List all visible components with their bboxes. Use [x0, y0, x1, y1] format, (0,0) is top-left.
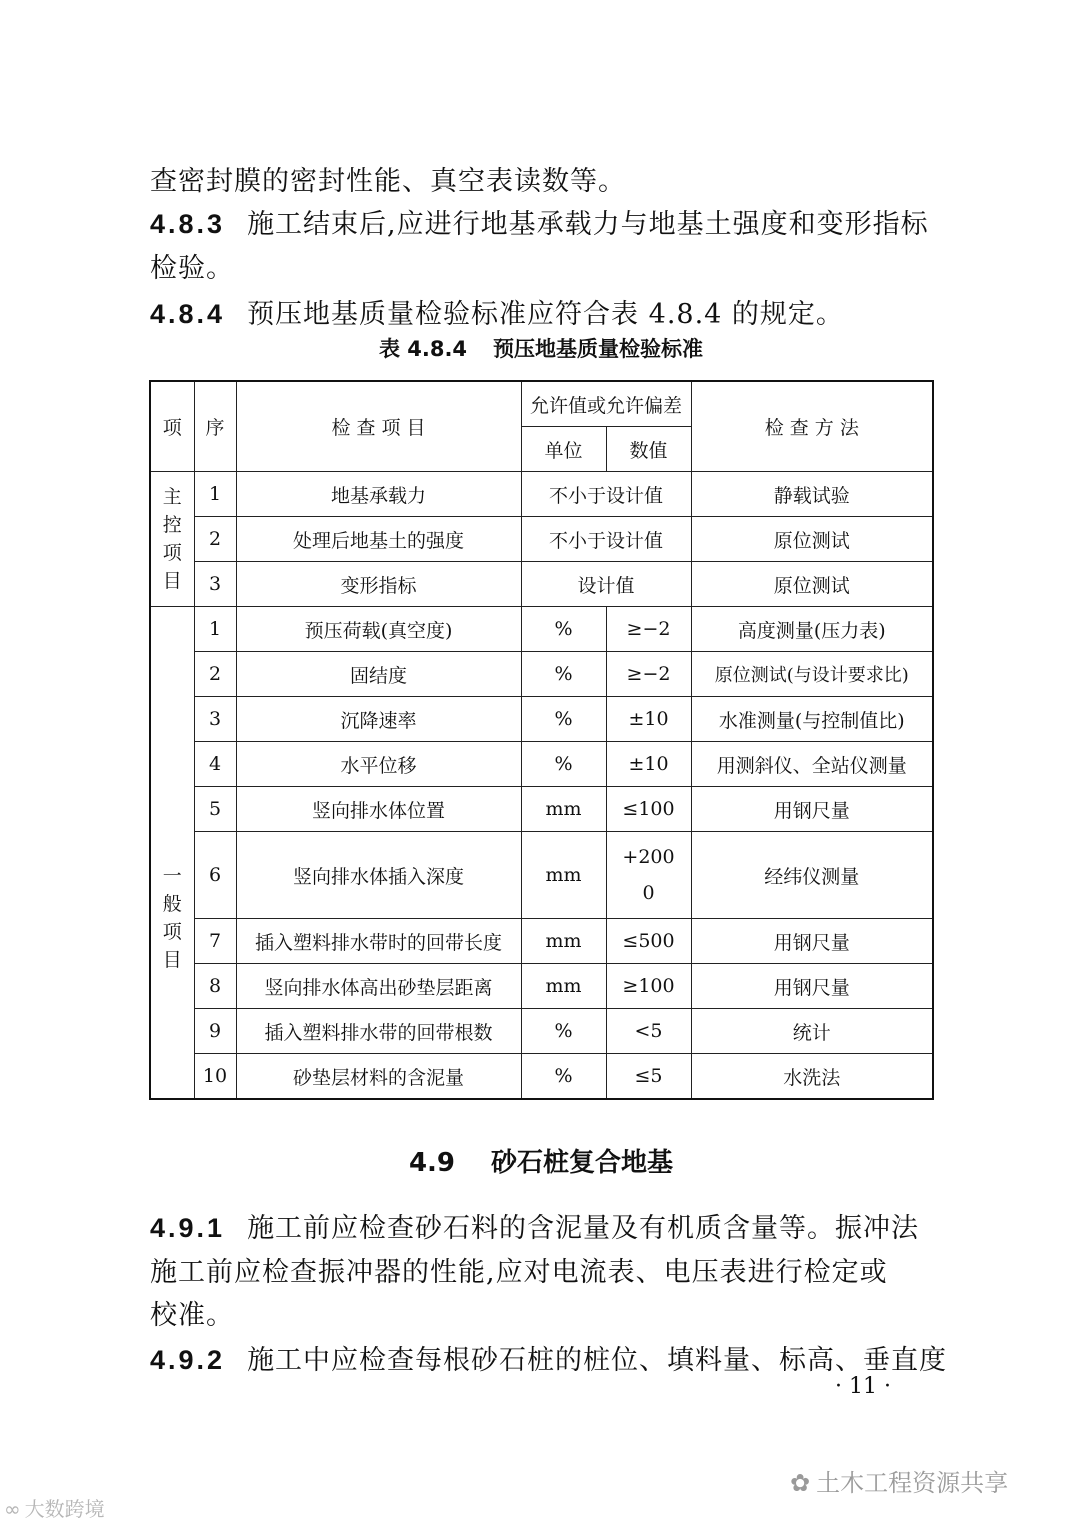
- header-method: 检 查 方 法: [691, 381, 933, 472]
- row-method: 用测斜仪、全站仪测量: [691, 742, 933, 787]
- row-method: 原位测试: [691, 517, 933, 562]
- text-line: 施工前应检查振冲器的性能,应对电流表、电压表进行检定或: [150, 1257, 888, 1288]
- row-no: 4: [194, 742, 236, 787]
- clause-text: 施工结束后,应进行地基承载力与地基土强度和变形指标: [247, 209, 929, 240]
- row-allow: 不小于设计值: [521, 517, 691, 562]
- header-xiang: 项: [150, 381, 194, 472]
- table-row: [150, 652, 933, 697]
- header-item: 检 查 项 目: [236, 381, 521, 472]
- row-item: 沉降速率: [236, 697, 521, 742]
- table-row: [150, 607, 933, 652]
- logo-icon: ∞: [4, 1497, 21, 1521]
- row-method: 用钢尺量: [691, 919, 933, 964]
- row-item: 地基承载力: [236, 472, 521, 517]
- row-value: ±10: [606, 742, 691, 787]
- row-allow: 设计值: [521, 562, 691, 607]
- section-title: 砂石桩复合地基: [491, 1148, 674, 1178]
- clause-number: 4.8.3: [150, 209, 226, 239]
- value-lower: 0: [642, 882, 655, 904]
- row-no: 3: [194, 697, 236, 742]
- row-method: 经纬仪测量: [691, 832, 933, 919]
- row-item: 砂垫层材料的含泥量: [236, 1054, 521, 1100]
- row-item: 固结度: [236, 652, 521, 697]
- row-value: ≥−2: [606, 652, 691, 697]
- row-item: 处理后地基土的强度: [236, 517, 521, 562]
- row-item: 预压荷载(真空度): [236, 607, 521, 652]
- row-allow: 不小于设计值: [521, 472, 691, 517]
- row-unit: %: [521, 607, 606, 652]
- row-unit: %: [521, 697, 606, 742]
- row-value: ≥100: [606, 964, 691, 1009]
- watermark-left: [4, 1493, 105, 1522]
- table-row: [150, 1054, 933, 1100]
- row-no: 3: [194, 562, 236, 607]
- row-no: 2: [194, 517, 236, 562]
- table-row: [150, 742, 933, 787]
- row-method: 水洗法: [691, 1054, 933, 1100]
- watermark-right-text: 土木工程资源共享: [816, 1469, 1009, 1497]
- row-no: 7: [194, 919, 236, 964]
- row-value: ≤100: [606, 787, 691, 832]
- row-unit: mm: [521, 787, 606, 832]
- row-value: ±10: [606, 697, 691, 742]
- row-method: 原位测试(与设计要求比): [691, 652, 933, 697]
- clause-text: 预压地基质量检验标准应符合表 4.8.4 的规定。: [247, 299, 844, 330]
- row-no: 2: [194, 652, 236, 697]
- row-unit: %: [521, 1009, 606, 1054]
- row-no: 6: [194, 832, 236, 919]
- wechat-icon: ✿: [790, 1469, 811, 1497]
- table-row: [150, 832, 933, 919]
- row-item: 竖向排水体位置: [236, 787, 521, 832]
- row-value: <5: [606, 1009, 691, 1054]
- row-method: 用钢尺量: [691, 964, 933, 1009]
- row-method: 水准测量(与控制值比): [691, 697, 933, 742]
- clause-number: 4.9.1: [150, 1213, 226, 1243]
- header-xu: 序: [194, 381, 236, 472]
- group-main: 主控项目: [150, 472, 194, 607]
- watermark-left-text: 大数跨境: [24, 1497, 105, 1521]
- clause-4-9-2: [150, 1336, 948, 1385]
- header-value: 数值: [606, 427, 691, 472]
- row-value: ≤5: [606, 1054, 691, 1100]
- row-unit: mm: [521, 964, 606, 1009]
- row-item: 竖向排水体高出砂垫层距离: [236, 964, 521, 1009]
- watermark-right: [790, 1463, 1008, 1498]
- page-number: · 11 ·: [835, 1374, 891, 1399]
- header-allow: 允许值或允许偏差: [521, 381, 691, 427]
- clause-4-8-4: [150, 290, 940, 339]
- section-number: 4.9: [408, 1148, 456, 1178]
- clause-4-9-1: [150, 1204, 940, 1253]
- row-method: 静载试验: [691, 472, 933, 517]
- text-line: 查密封膜的密封性能、真空表读数等。: [150, 166, 626, 197]
- table-row: [150, 964, 933, 1009]
- row-method: 原位测试: [691, 562, 933, 607]
- clause-number: 4.8.4: [150, 299, 226, 329]
- quality-standard-table: [149, 380, 934, 1100]
- row-unit: %: [521, 652, 606, 697]
- table-row: [150, 697, 933, 742]
- row-value: ≤500: [606, 919, 691, 964]
- row-no: 1: [194, 607, 236, 652]
- value-upper: +200: [622, 846, 675, 868]
- row-no: 1: [194, 472, 236, 517]
- row-item: 插入塑料排水带时的回带长度: [236, 919, 521, 964]
- row-item: 插入塑料排水带的回带根数: [236, 1009, 521, 1054]
- text-line: 校准。: [150, 1300, 234, 1331]
- table-caption-label: 表 4.8.4: [378, 337, 468, 361]
- row-unit: mm: [521, 832, 606, 919]
- clause-number: 4.9.2: [150, 1345, 226, 1375]
- row-item: 水平位移: [236, 742, 521, 787]
- row-no: 10: [194, 1054, 236, 1100]
- row-value: ≥−2: [606, 607, 691, 652]
- row-method: 高度测量(压力表): [691, 607, 933, 652]
- row-method: 用钢尺量: [691, 787, 933, 832]
- row-method: 统计: [691, 1009, 933, 1054]
- row-no: 9: [194, 1009, 236, 1054]
- row-unit: %: [521, 1054, 606, 1100]
- row-no: 8: [194, 964, 236, 1009]
- clause-4-8-3: [150, 200, 940, 249]
- table-row: [150, 472, 933, 517]
- row-item: 竖向排水体插入深度: [236, 832, 521, 919]
- section-heading: [150, 1142, 932, 1179]
- table-row: [150, 919, 933, 964]
- table-row: [150, 787, 933, 832]
- row-value: [606, 832, 691, 919]
- row-no: 5: [194, 787, 236, 832]
- row-item: 变形指标: [236, 562, 521, 607]
- table-caption-title: 预压地基质量检验标准: [493, 337, 704, 361]
- clause-text: 施工中应检查每根砂石桩的桩位、填料量、标高、垂直度: [247, 1345, 948, 1376]
- table-row: [150, 517, 933, 562]
- clause-text: 施工前应检查砂石料的含泥量及有机质含量等。振冲法: [247, 1213, 920, 1244]
- row-unit: mm: [521, 919, 606, 964]
- group-general: 一般项目: [150, 607, 194, 1100]
- table-row: [150, 1009, 933, 1054]
- table-row: [150, 562, 933, 607]
- header-unit: 单位: [521, 427, 606, 472]
- text-line: 检验。: [150, 253, 234, 284]
- table-caption: [150, 333, 932, 363]
- row-unit: %: [521, 742, 606, 787]
